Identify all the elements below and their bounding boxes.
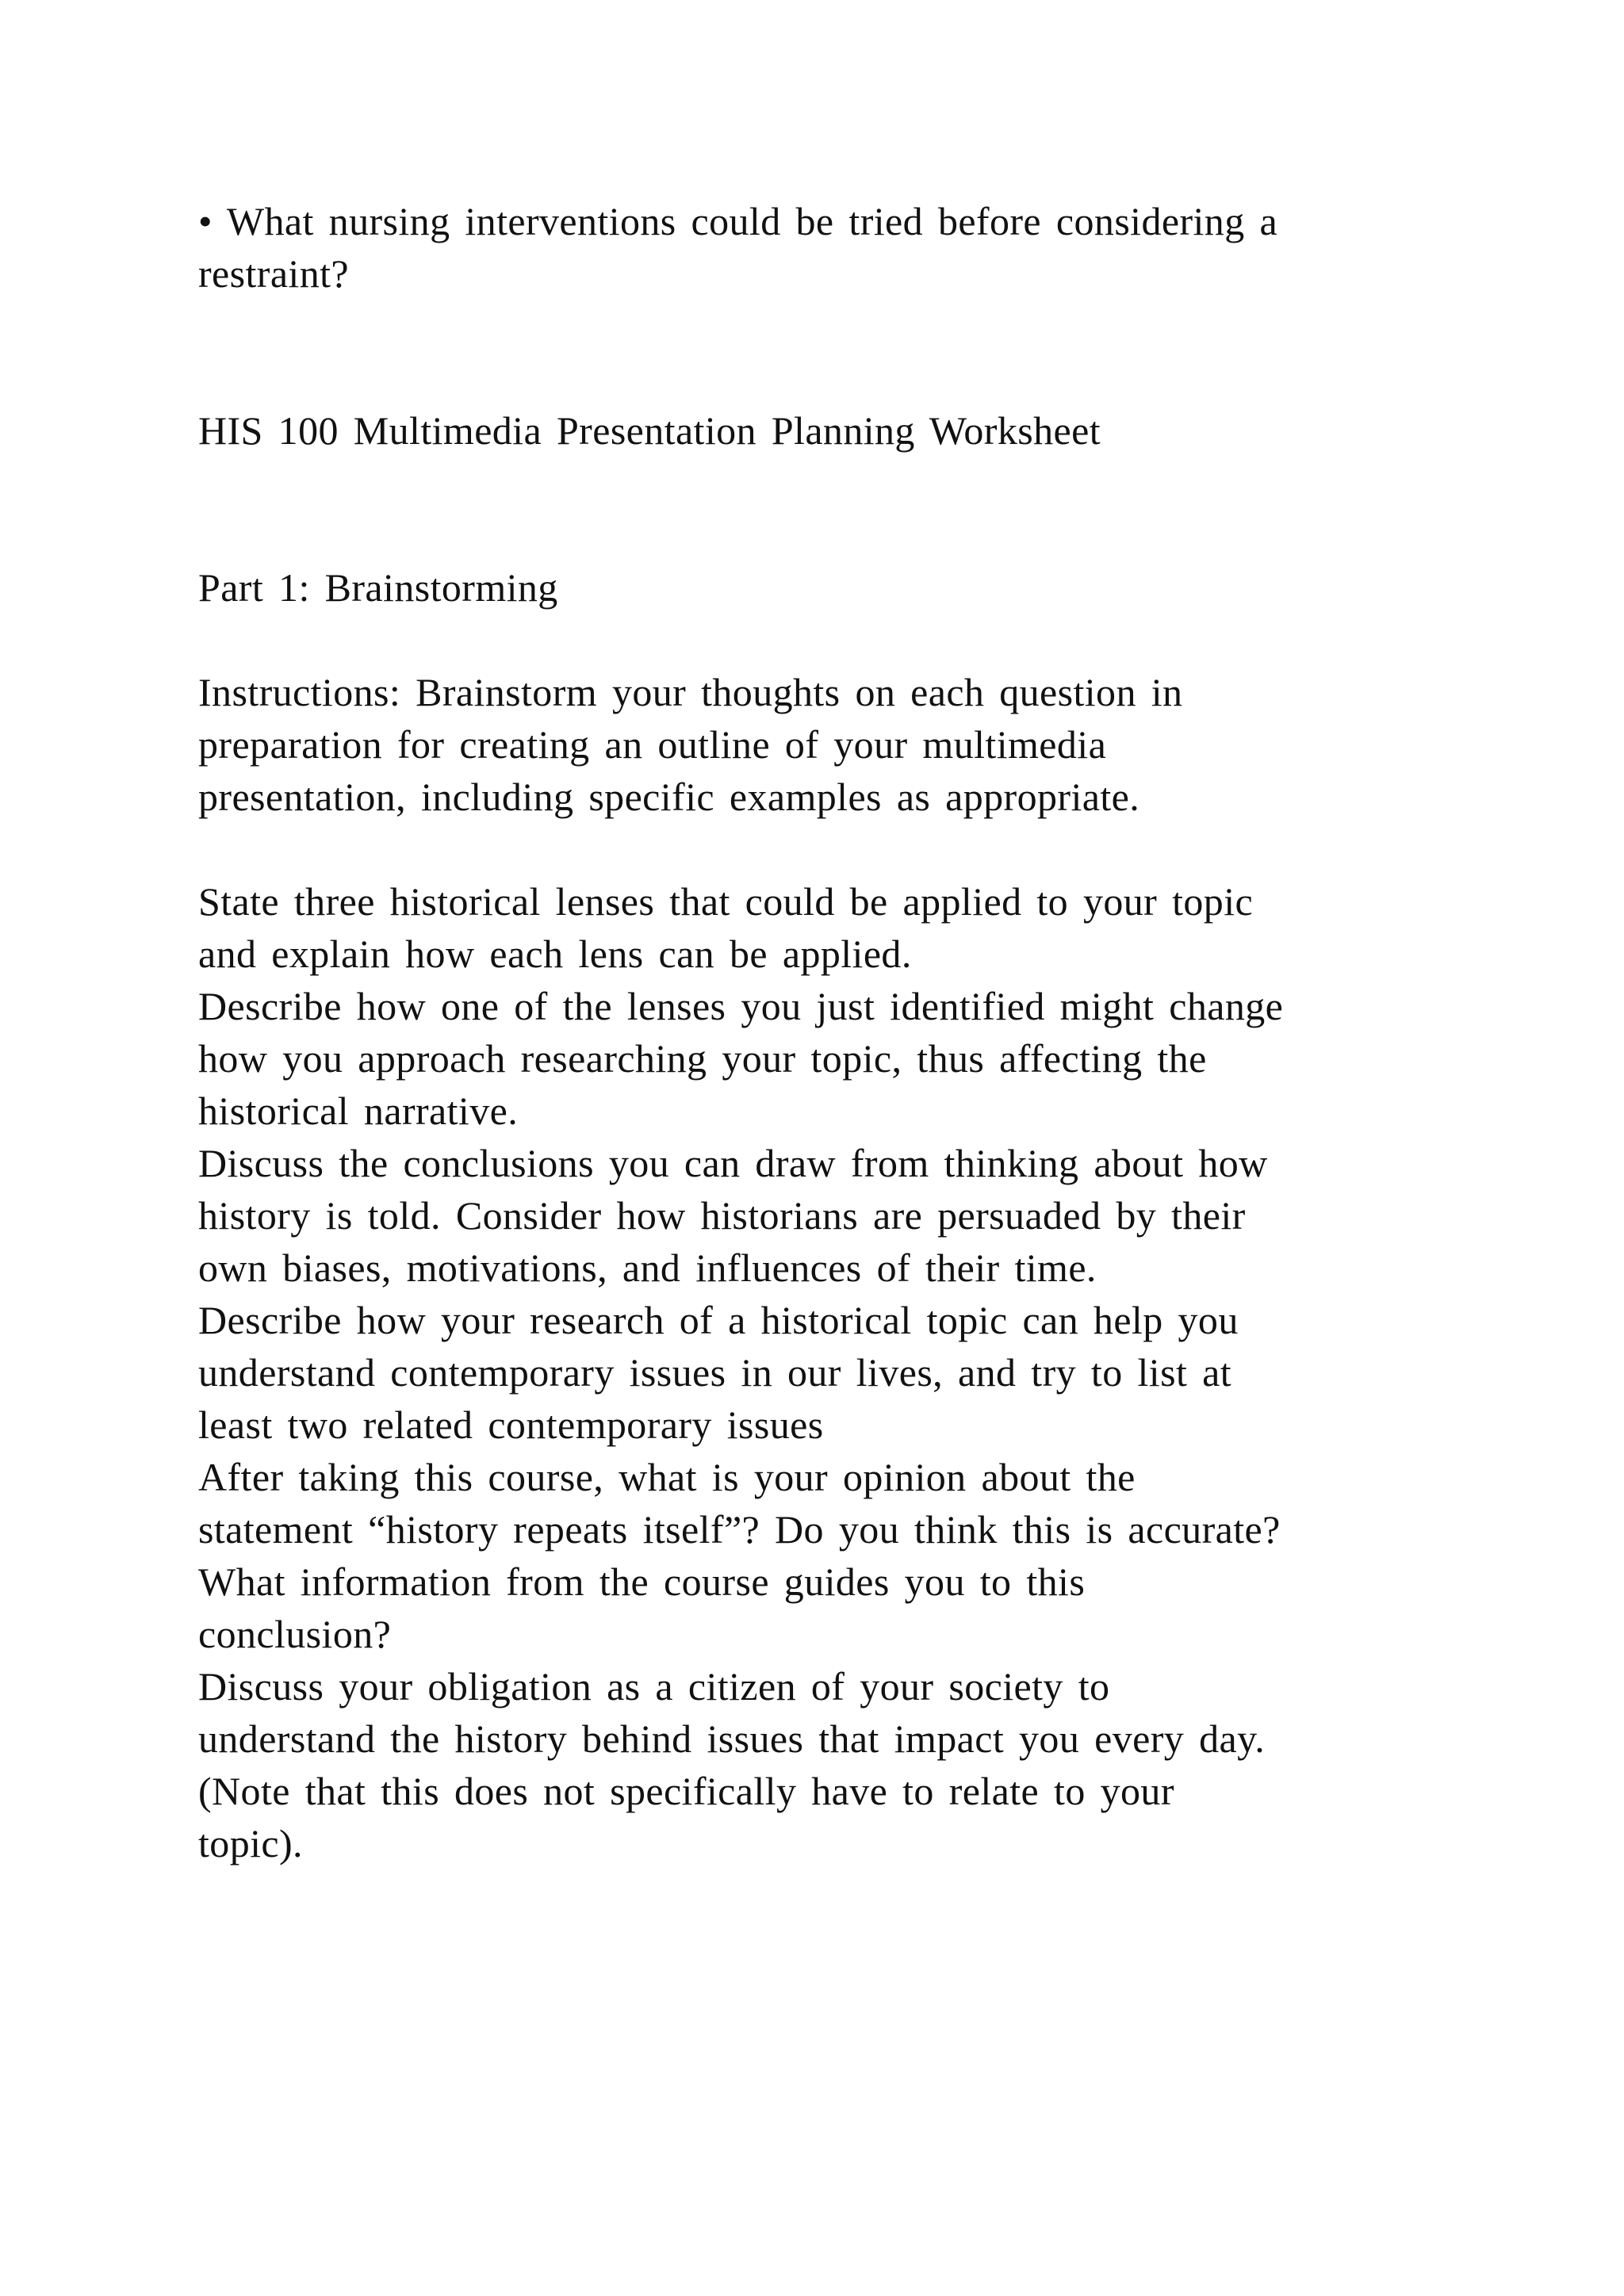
prompt-line: Describe how your research of a historical topic can help you [198, 1298, 1239, 1342]
prompt-line: understand the history behind issues that impact you every day. [198, 1716, 1266, 1761]
question-bullet-line-2: restraint? [198, 251, 350, 296]
prompt-line: Discuss the conclusions you can draw from thinking about how [198, 1141, 1268, 1185]
instructions-line-2: preparation for creating an outline of your multimedia [198, 722, 1107, 767]
prompt-line: (Note that this does not specifically have to relate to your [198, 1769, 1174, 1813]
prompt-line: State three historical lenses that could be applied to your topic [198, 879, 1254, 924]
prompt-line: statement “history repeats itself”? Do you think this is accurate? [198, 1507, 1281, 1552]
instructions-line-1: Instructions: Brainstorm your thoughts on each question in [198, 670, 1183, 714]
prompt-line: Describe how one of the lenses you just identified might change [198, 984, 1284, 1028]
prompt-line: Discuss your obligation as a citizen of your society to [198, 1664, 1110, 1709]
prompt-line: After taking this course, what is your opinion about the [198, 1455, 1136, 1499]
prompt-line: how you approach researching your topic, thus affecting the [198, 1036, 1207, 1081]
prompt-line: What information from the course guides you to this [198, 1559, 1086, 1604]
prompt-line: own biases, motivations, and influences of their time. [198, 1246, 1097, 1290]
prompt-line: history is told. Consider how historians are persuaded by their [198, 1193, 1246, 1238]
prompt-line: understand contemporary issues in our lives, and try to list at [198, 1350, 1232, 1395]
prompt-line: historical narrative. [198, 1089, 519, 1133]
worksheet-title: HIS 100 Multimedia Presentation Planning Worksheet [198, 408, 1101, 453]
prompt-line: and explain how each lens can be applied. [198, 932, 912, 976]
prompt-line: topic). [198, 1821, 303, 1866]
instructions-line-3: presentation, including specific examples as appropriate. [198, 775, 1140, 819]
prompt-line: conclusion? [198, 1612, 392, 1656]
part-heading: Part 1: Brainstorming [198, 565, 558, 610]
question-bullet-line-1: • What nursing interventions could be tried before considering a [198, 199, 1278, 243]
prompt-line: least two related contemporary issues [198, 1402, 824, 1447]
